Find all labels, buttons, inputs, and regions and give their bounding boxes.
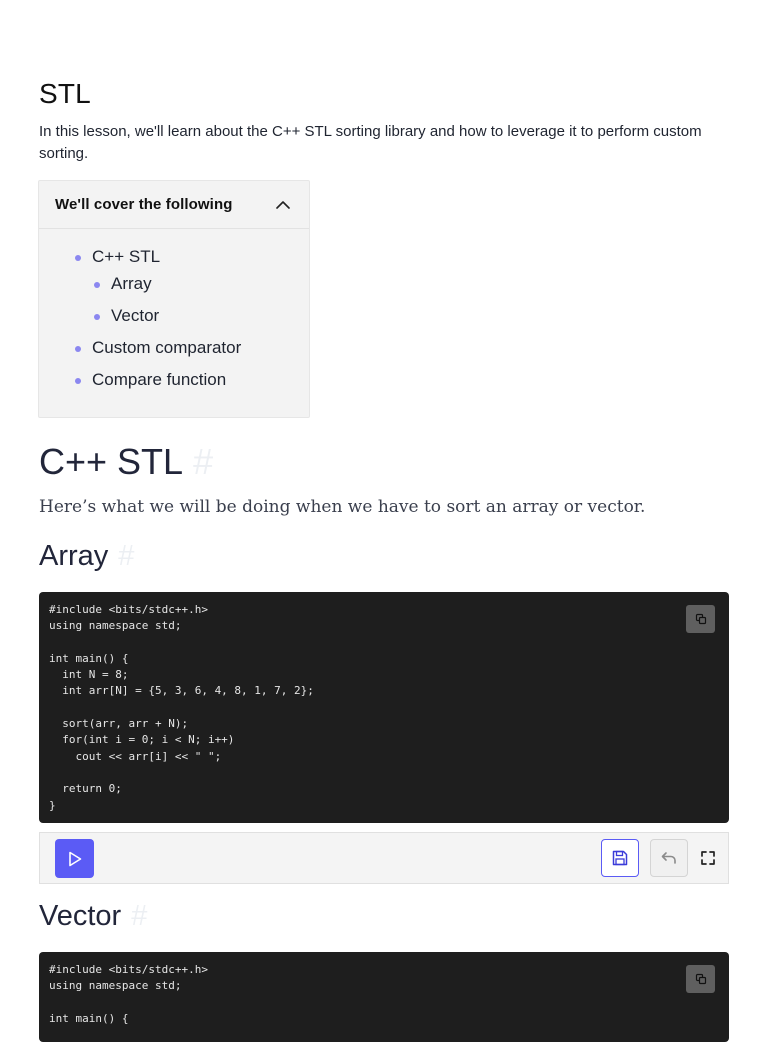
toc-item-array[interactable]: Array (111, 274, 152, 294)
page-title: STL (39, 78, 91, 109)
bullet (75, 255, 81, 261)
lesson-intro: In this lesson, we'll learn about the C++ STL sorting library and how to leverage it to perform custom sorting. (39, 123, 702, 162)
toc-item-compare-function[interactable]: Compare function (92, 370, 226, 390)
code-toolbar (39, 832, 729, 884)
section-heading-array: Array # (39, 540, 135, 572)
code-text: #include <bits/stdc++.h> using namespace std; int main() { (49, 963, 208, 1025)
run-button[interactable] (55, 839, 94, 878)
save-button[interactable] (601, 839, 639, 877)
anchor-link[interactable]: # (193, 441, 214, 482)
undo-icon (660, 850, 678, 866)
toc-item-cpp-stl[interactable]: C++ STL (92, 247, 160, 267)
anchor-link[interactable]: # (118, 540, 135, 572)
fullscreen-button[interactable] (696, 846, 720, 870)
copy-icon (695, 613, 707, 625)
reset-button[interactable] (650, 839, 688, 877)
bullet (94, 314, 100, 320)
save-icon (611, 849, 629, 867)
copy-button[interactable] (686, 965, 715, 993)
code-text: #include <bits/stdc++.h> using namespace std; int main() { int N = 8; int arr[N] = {5, 3, 6, 4, 8, 1, 7, 2}; sort(arr, arr + N); for(int i = 0; i < N; i++) cout << arr[i] << " "; return 0; } (49, 603, 314, 812)
play-icon (68, 851, 82, 867)
toc-item-vector[interactable]: Vector (111, 306, 159, 326)
code-block-vector[interactable] (39, 952, 729, 1042)
section-text: Here’s what we will be doing when we have to sort an array or vector. (39, 497, 646, 517)
code-block-array[interactable] (39, 592, 729, 823)
bullet (94, 282, 100, 288)
copy-button[interactable] (686, 605, 715, 633)
toc-item-custom-comparator[interactable]: Custom comparator (92, 338, 241, 358)
section-heading-vector: Vector # (39, 900, 148, 932)
toc-toggle[interactable] (39, 181, 309, 229)
chevron-up-icon (275, 197, 291, 213)
fullscreen-icon (700, 850, 716, 866)
table-of-contents (38, 180, 310, 418)
anchor-link[interactable]: # (131, 900, 148, 932)
section-heading-cpp-stl: C++ STL # (39, 441, 214, 482)
bullet (75, 378, 81, 384)
copy-icon (695, 973, 707, 985)
bullet (75, 346, 81, 352)
toc-title: We'll cover the following (55, 196, 233, 213)
